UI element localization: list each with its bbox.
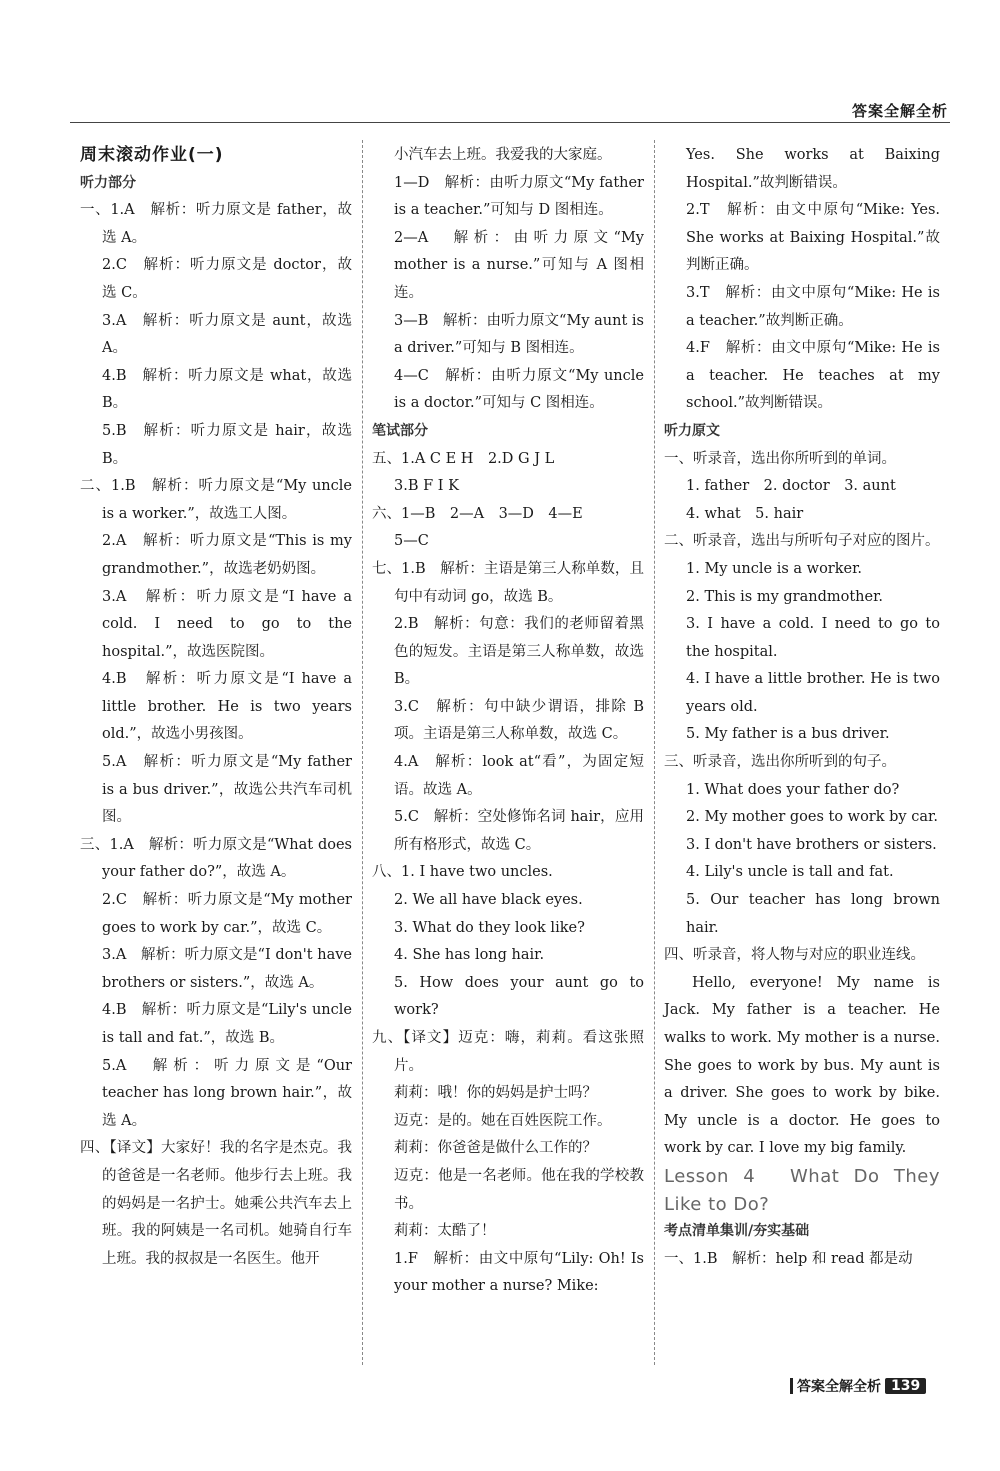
answer-line: 1. father 2. doctor 3. aunt	[686, 478, 896, 495]
answer-line: 二、1.B 解析：听力原文是“My uncle is a worker.”，故选工人图。	[80, 478, 352, 522]
column-divider	[654, 140, 655, 1365]
answer-line: 5.A 解析：听力原文是“Our teacher has long brown hair.”，故选 A。	[102, 1057, 352, 1129]
answer-line: 九、【译文】迈克：嗨，莉莉。看这张照片。	[372, 1030, 644, 1074]
section-heading: 听力原文	[664, 422, 720, 439]
answer-line: 2—A 解析：由听力原文“My mother is a nurse.”可知与 A 图相连。	[394, 229, 644, 301]
answer-line: 2.T 解析：由文中原句“Mike: Yes. She works at Baixing Hospital.”故判断正确。	[686, 202, 940, 274]
answer-line: 3.A 解析：听力原文是 aunt，故选 A。	[102, 312, 352, 357]
footer-bar	[790, 1378, 793, 1394]
header-label: 答案全解全析	[851, 102, 948, 120]
section-title: 周末滚动作业(一)	[80, 145, 224, 165]
answer-line: 三、听录音，选出你所听到的句子。	[664, 754, 896, 771]
page-number: 139	[885, 1378, 926, 1394]
answer-line: 八、1. I have two uncles.	[372, 864, 553, 881]
answer-line: 2. This is my grandmother.	[686, 588, 884, 605]
answer-line: 一、听录音，选出你所听到的单词。	[664, 450, 896, 467]
answer-line: 莉莉：太酷了！	[394, 1223, 496, 1240]
answer-line: 5. My father is a bus driver.	[686, 726, 890, 743]
section-heading: 听力部分	[80, 174, 136, 191]
answer-line: 2.B 解析：句意：我们的老师留着黑色的短发。主语是第三人称单数，故选 B。	[394, 616, 644, 688]
answer-line: 2.A 解析：听力原文是“This is my grandmother.”，故选老奶奶图。	[102, 533, 352, 577]
answer-line: 四、听录音，将人物与对应的职业连线。	[664, 947, 925, 964]
answer-line: 3. I have a cold. I need to go to the hospital.	[686, 616, 940, 660]
answer-line: 1. My uncle is a worker.	[686, 560, 863, 577]
answer-line: 五、1.A C E H 2.D G J L	[372, 450, 555, 467]
answer-line: 2. We all have black eyes.	[394, 892, 583, 909]
answer-line: 5.B 解析：听力原文是 hair，故选 B。	[102, 422, 352, 467]
answer-line: 3.T 解析：由文中原句“Mike: He is a teacher.”故判断正确。	[686, 284, 940, 329]
answer-line: 一、1.B 解析：help 和 read 都是动	[664, 1250, 913, 1267]
answer-line: 2. My mother goes to work by car.	[686, 809, 938, 826]
answer-line: 4.B 解析：听力原文是 what，故选 B。	[102, 367, 352, 412]
answer-line: 七、1.B 解析：主语是第三人称单数，且句中有动词 go，故选 B。	[372, 560, 644, 605]
answer-line: 3.A 解析：听力原文是“I don't have brothers or sisters.”，故选 A。	[102, 947, 352, 991]
answer-line: 1.F 解析：由文中原句“Lily: Oh! Is your mother a nurse? Mike:	[394, 1250, 644, 1295]
answer-line: 5. Our teacher has long brown hair.	[686, 892, 940, 936]
answer-line: 4. what 5. hair	[686, 505, 804, 522]
section-heading: 笔试部分	[372, 422, 428, 439]
answer-line: 5. How does your aunt go to work?	[394, 974, 644, 1019]
answer-line: 二、听录音，选出与所听句子对应的图片。	[664, 533, 940, 550]
answer-line: 1. What does your father do?	[686, 781, 900, 798]
answer-line: 3.C 解析：句中缺少谓语，排除 B 项。主语是第三人称单数，故选 C。	[394, 698, 644, 743]
answer-line: 1—D 解析：由听力原文“My father is a teacher.”可知与 D 图相连。	[394, 174, 644, 219]
answer-line: 2.C 解析：听力原文是 doctor，故选 C。	[102, 257, 352, 301]
answer-column-2	[372, 142, 644, 1301]
answer-line: 3. What do they look like?	[394, 919, 585, 936]
answer-line: 5.C 解析：空处修饰名词 hair，应用所有格形式，故选 C。	[394, 809, 644, 853]
footer-label: 答案全解全析	[797, 1379, 881, 1395]
answer-line: 一、1.A 解析：听力原文是 father，故选 A。	[80, 202, 352, 246]
answer-line: 3. I don't have brothers or sisters.	[686, 836, 937, 853]
answer-line: 三、1.A 解析：听力原文是“What does your father do?”，故选 A。	[80, 836, 352, 881]
answer-line: 莉莉：你爸爸是做什么工作的？	[394, 1140, 597, 1157]
answer-line: 小汽车去上班。我爱我的大家庭。	[394, 147, 612, 163]
answer-line: 迈克：他是一名老师。他在我的学校教书。	[394, 1167, 644, 1212]
answer-line: 四、【译文】大家好！我的名字是杰克。我的爸爸是一名老师。他步行去上班。我的妈妈是一名护士。她乘公共汽车去上班。我的阿姨是一名司机。她骑自行车上班。我的叔叔是一名医生。他开	[80, 1140, 352, 1267]
answer-line: 4. Lily's uncle is tall and fat.	[686, 864, 894, 881]
answer-column-1	[80, 142, 352, 1273]
answer-line: 3—B 解析：由听力原文“My aunt is a driver.”可知与 B 图相连。	[394, 312, 644, 357]
header-rule	[70, 122, 950, 123]
answer-line: 4.F 解析：由文中原句“Mike: He is a teacher. He teaches at my school.”故判断错误。	[686, 340, 940, 412]
answer-line: 迈克：是的。她在百姓医院工作。	[394, 1112, 612, 1129]
answer-line: 莉莉：哦！你的妈妈是护士吗？	[394, 1085, 597, 1102]
answer-line: 六、1—B 2—A 3—D 4—E	[372, 505, 583, 522]
section-heading: 考点清单集训/夯实基础	[664, 1223, 810, 1240]
answer-column-3	[664, 142, 940, 1273]
answer-line: 4.B 解析：听力原文是“I have a little brother. He is two years old.”，故选小男孩图。	[102, 671, 352, 743]
answer-line: Hello, everyone! My name is Jack. My father is a teacher. He walks to work. My mother is a nurse. She goes to work by bus. My aunt is a driver. She goes to work by bike. My uncle is a doctor. He goes to work by car. I love my big family.	[664, 974, 940, 1157]
answer-line: 3.B F I K	[394, 478, 459, 495]
column-divider	[362, 140, 363, 1365]
page-footer	[790, 1376, 926, 1396]
answer-line: 5.A 解析：听力原文是“My father is a bus driver.”，故选公共汽车司机图。	[102, 754, 352, 826]
answer-line: 4.B 解析：听力原文是“Lily's uncle is tall and fat.”，故选 B。	[102, 1002, 352, 1046]
answer-line: 5—C	[394, 533, 429, 550]
answer-line: 3.A 解析：听力原文是“I have a cold. I need to go to the hospital.”，故选医院图。	[102, 588, 352, 660]
answer-line: 2.C 解析：听力原文是“My mother goes to work by car.”，故选 C。	[102, 892, 352, 936]
answer-line: 4. She has long hair.	[394, 947, 545, 964]
answer-line: 4. I have a little brother. He is two years old.	[686, 671, 940, 715]
lesson-heading: Lesson 4 What Do They Like to Do?	[664, 1165, 940, 1215]
answer-line: 4—C 解析：由听力原文“My uncle is a doctor.”可知与 C 图相连。	[394, 367, 644, 412]
answer-line: 4.A 解析：look at“看”，为固定短语。故选 A。	[394, 754, 644, 798]
answer-line: Yes. She works at Baixing Hospital.”故判断错误。	[686, 147, 940, 191]
